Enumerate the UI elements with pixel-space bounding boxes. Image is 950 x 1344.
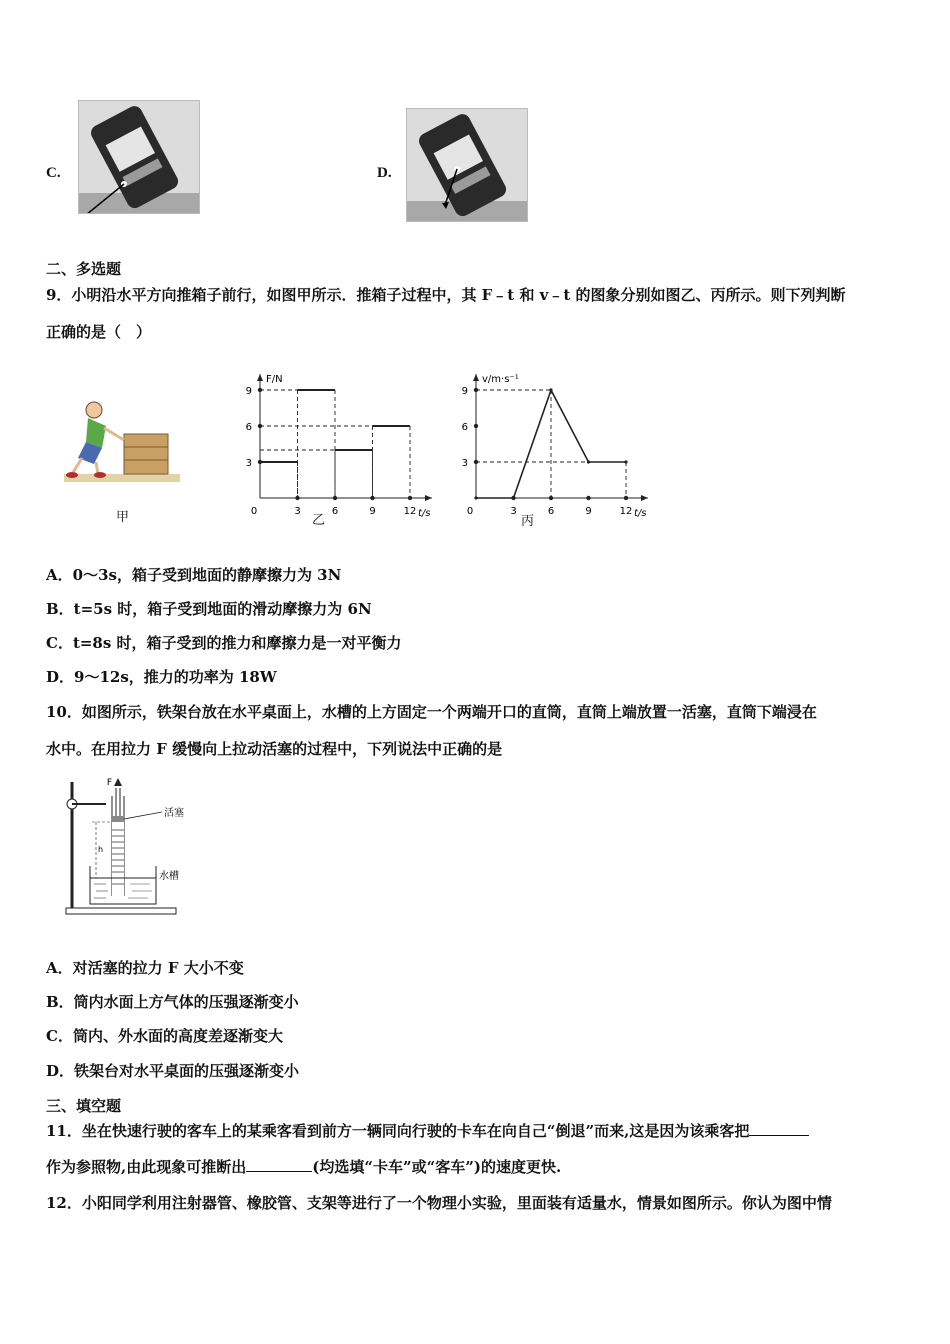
y-tick-label: 9 [245,386,252,397]
x-axis-arrow [425,495,432,501]
figure-bing-caption: 丙 [521,514,535,529]
y-tick-label: 6 [245,422,252,433]
q9-stem-line1: 9．小明沿水平方向推箱子前行，如图甲所示．推箱子过程中，其 F﹣t 和 v﹣t 的图象分别如图乙、丙所示。则下列判断 [46,286,846,304]
y-tick-label: 3 [461,458,468,469]
figure-jia-caption: 甲 [116,510,130,525]
label-force-f: F [106,778,112,788]
x-axis-label: t/s [418,508,431,518]
label-piston: 活塞 [164,808,184,819]
x-tick-label: 0 [466,506,474,517]
q11-line1 [46,1121,809,1141]
y-tick-dot [474,424,478,428]
y-axis-arrow [473,374,479,381]
q11-text-3: (均选填“卡车”或“客车”)的速度更快. [312,1158,562,1176]
x-tick-label: 9 [585,506,592,517]
label-water-tank: 水槽 [159,871,179,882]
label-height-h: h [98,845,104,854]
section-title-multiple-choice: 二、多选题 [46,260,122,278]
q11-text-2: 作为参照物,由此现象可推断出 [46,1158,247,1176]
v-t-chart [448,368,653,518]
velocity-point [512,496,515,499]
x-axis-label: t/s [634,508,647,518]
x-tick-label: 0 [250,506,258,517]
q9-option-b[interactable]: B．t=5s 时，箱子受到地面的滑动摩擦力为 6N [46,600,372,618]
y-axis-label: v/m·s⁻¹ [482,374,519,385]
q10-option-b[interactable]: B．筒内水面上方气体的压强逐渐变小 [46,993,299,1011]
x-tick-label: 6 [547,506,555,517]
q12-line1: 12．小阳同学利用注射器管、橡胶管、支架等进行了一个物理小实验，里面装有适量水，情景如图所示。你认为图中情 [46,1194,832,1212]
x-tick-label: 6 [331,506,339,517]
option-c-can-image [78,100,200,214]
q10-option-d[interactable]: D．铁架台对水平桌面的压强逐渐变小 [46,1062,300,1080]
option-d-can-image [406,108,528,222]
q11-text-1: 11．坐在快速行驶的客车上的某乘客看到前方一辆同向行驶的卡车在向自己“倒退”而来,这是因为该乘客把 [46,1122,750,1140]
y-axis-arrow [257,374,263,381]
q9-stem-line2: 正确的是（ ） [46,323,152,341]
q10-stem-line2: 水中。在用拉力 F 缓慢向上拉动活塞的过程中，下列说法中正确的是 [46,740,503,758]
figure-yi-caption: 乙 [312,513,326,528]
q10-option-c[interactable]: C．筒内、外水面的高度差逐渐变大 [46,1027,283,1045]
x-tick-label: 3 [510,506,517,517]
y-tick-label: 9 [461,386,468,397]
y-tick-label: 6 [461,422,468,433]
q11-blank-1[interactable] [749,1121,809,1136]
figure-iron-stand-apparatus [56,774,196,919]
section-title-fill-blank: 三、填空题 [46,1097,122,1115]
option-c-label[interactable]: C. [46,165,61,181]
velocity-point [549,388,552,391]
q9-option-a[interactable]: A．0～3s，箱子受到地面的静摩擦力为 3N [46,566,342,584]
x-tick-label: 9 [369,506,376,517]
velocity-point [474,496,477,499]
f-t-chart [232,368,437,518]
velocity-point [587,460,590,463]
option-d-label[interactable]: D. [377,165,392,181]
x-tick-label: 12 [403,506,417,517]
q10-stem-line1: 10．如图所示，铁架台放在水平桌面上，水槽的上方固定一个两端开口的直筒，直筒上端放置一活塞，直筒下端浸在 [46,703,817,721]
y-axis-label: F/N [266,374,283,385]
q10-option-a[interactable]: A．对活塞的拉力 F 大小不变 [46,959,244,977]
velocity-point [624,460,627,463]
x-axis-arrow [641,495,648,501]
y-tick-label: 3 [245,458,252,469]
q9-option-c[interactable]: C．t=8s 时，箱子受到的推力和摩擦力是一对平衡力 [46,634,402,652]
x-tick-label: 12 [619,506,633,517]
q11-line2 [46,1157,561,1177]
q9-option-d[interactable]: D．9～12s，推力的功率为 18W [46,668,277,686]
figure-person-pushing-box [64,398,180,488]
x-tick-label: 3 [294,506,301,517]
q11-blank-2[interactable] [246,1157,312,1172]
x-tick-dot [586,496,590,500]
